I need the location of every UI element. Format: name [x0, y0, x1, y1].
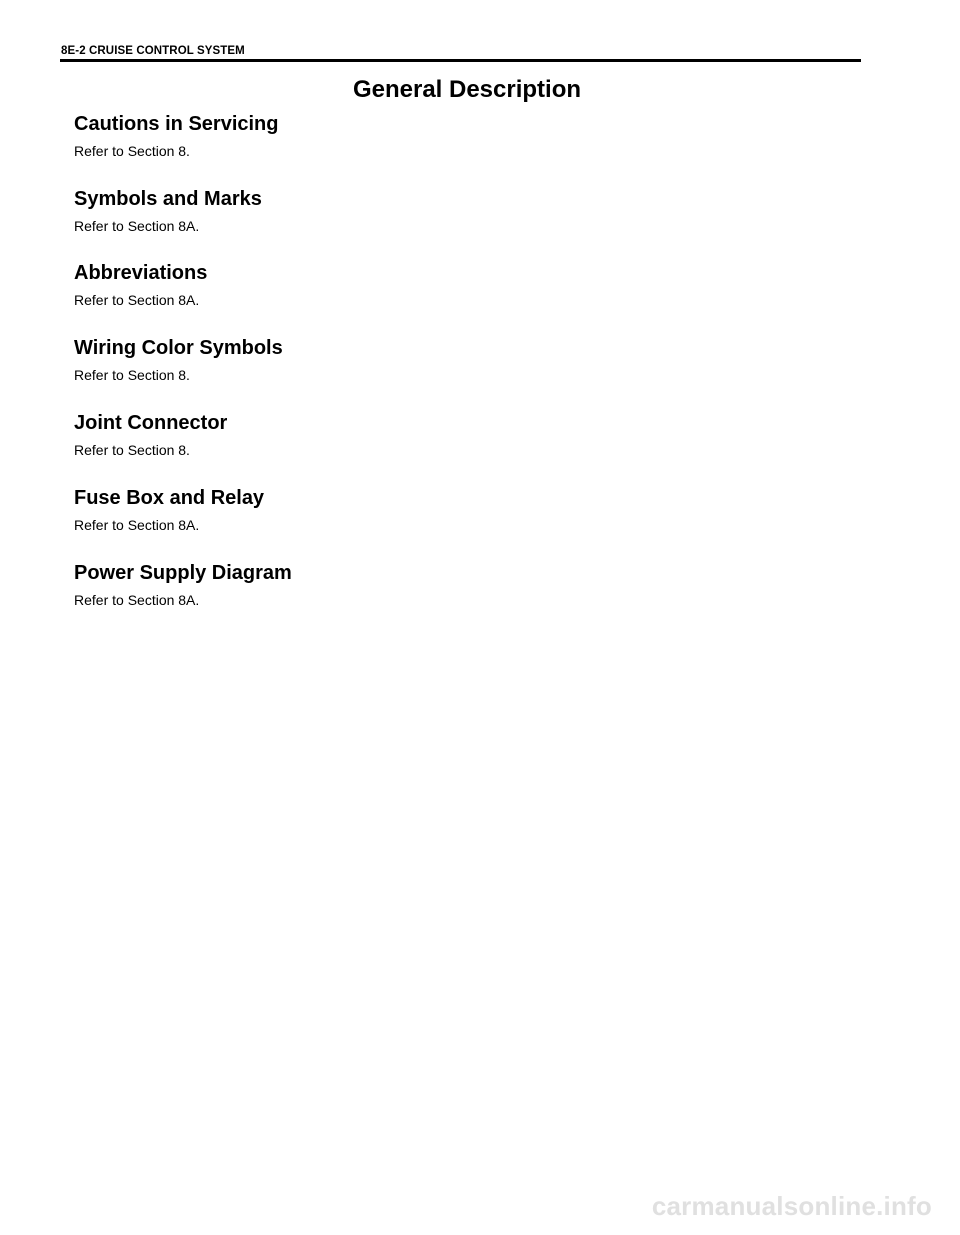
- section-symbols-and-marks: [74, 187, 262, 235]
- section-wiring-color-symbols: [74, 336, 283, 384]
- page-header: [60, 44, 861, 62]
- section-heading: Cautions in Servicing: [74, 113, 279, 135]
- section-power-supply-diagram: [74, 561, 292, 609]
- section-heading: Symbols and Marks: [74, 188, 262, 210]
- section-body: Refer to Section 8A.: [74, 218, 200, 234]
- section-body: Refer to Section 8.: [74, 143, 190, 159]
- section-body: Refer to Section 8.: [74, 367, 190, 383]
- section-joint-connector: [74, 411, 227, 459]
- section-cautions-in-servicing: [74, 112, 278, 160]
- watermark: carmanualsonline.info: [651, 1191, 932, 1221]
- header-rule: [60, 59, 861, 62]
- section-body: Refer to Section 8A.: [74, 592, 200, 608]
- section-heading: Fuse Box and Relay: [74, 487, 265, 509]
- section-fuse-box-and-relay: [74, 486, 264, 534]
- section-body: Refer to Section 8A.: [74, 292, 200, 308]
- running-header: 8E-2 CRUISE CONTROL SYSTEM: [61, 45, 245, 57]
- section-abbreviations: [74, 261, 207, 309]
- section-heading: Wiring Color Symbols: [74, 337, 283, 359]
- section-body: Refer to Section 8.: [74, 442, 190, 458]
- section-heading: Abbreviations: [74, 262, 208, 284]
- section-heading: Joint Connector: [74, 412, 228, 434]
- section-body: Refer to Section 8A.: [74, 517, 200, 533]
- page-title: General Description: [352, 76, 582, 103]
- section-heading: Power Supply Diagram: [74, 562, 292, 584]
